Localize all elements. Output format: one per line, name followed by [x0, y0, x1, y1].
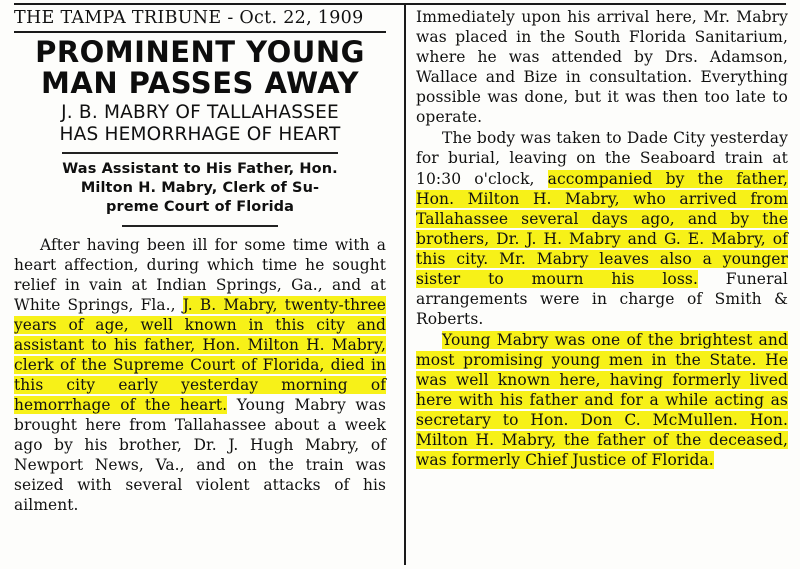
- left-column-body: [14, 235, 386, 515]
- deck-rule-top: [62, 152, 337, 154]
- paragraph-text: After having been ill for some time with a heart affection, during which time he sought relief in vain at Indian Springs, Ga., and at White Springs, Fla.,: [14, 235, 386, 314]
- paragraph-text: The body was taken to Dade City yesterday for burial, leaving on the Seaboard train at 10:30 o'clock,: [416, 129, 788, 188]
- column-divider-rule: [404, 4, 406, 565]
- subheadline-line-2: HAS HEMORRHAGE OF HEART: [59, 124, 341, 146]
- paragraph-text: Funeral arrangements were in charge of Smith & Roberts.: [416, 269, 788, 328]
- article-paragraph: [416, 128, 788, 329]
- highlighted-text: J. B. Mabry, twenty-three years of age, well known in this city and assistant to his father, Hon. Milton H. Mabry, clerk of the Supreme Court of Florida, died in this city early yesterday morning of hemorrhage of the heart.: [14, 295, 387, 414]
- deck-rule-bottom: [122, 225, 278, 227]
- subheadline: [14, 102, 386, 146]
- top-rule: [14, 3, 786, 5]
- deck-line-2: Milton H. Mabry, Clerk of Su-: [80, 179, 320, 196]
- subheadline-line-1: J. B. MABRY OF TALLAHASSEE: [61, 102, 339, 124]
- left-column: [14, 7, 400, 565]
- masthead-rule: [14, 31, 386, 33]
- page-title: [14, 37, 386, 98]
- deck-line-3: preme Court of Florida: [105, 198, 295, 215]
- article-paragraph: [416, 330, 788, 470]
- paragraph-text: Immediately upon his arrival here, Mr. Mabry was placed in the South Florida Sanitarium, where he was attended by Drs. Adamson, Wallace and Bize in consultation. Everything possible was done, but it was then too late to operate.: [416, 8, 788, 127]
- deck-line-1: Was Assistant to His Father, Hon.: [62, 160, 338, 177]
- highlighted-text: accompanied by the father, Hon. Milton H. Mabry, who arrived from Tallahassee several days ago, and by the brothers, Dr. J. H. Mabry and G. E. Mabry, of this city. Mr. Mabry leaves also a younger sister to mourn his loss.: [416, 169, 788, 288]
- masthead: THE TAMPA TRIBUNE - Oct. 22, 1909: [14, 8, 364, 28]
- article-paragraph: [14, 235, 386, 515]
- paragraph-text: Young Mabry was brought here from Tallahassee about a week ago by his brother, Dr. J. Hugh Mabry, of Newport News, Va., and on the train was seized with several violent attacks of his ailment.: [14, 395, 386, 514]
- article-paragraph: [416, 7, 788, 127]
- right-column: [400, 7, 788, 565]
- deck-heading: [14, 160, 386, 217]
- headline-line-2: MAN PASSES AWAY: [41, 65, 359, 100]
- highlighted-text: Young Mabry was one of the brightest and most promising young men in the State. He was well known here, having formerly lived here with his father and for a while acting as secretary to Hon. Don C. McMullen. Hon. Milton H. Mabry, the father of the deceased, was formerly Chief Justice of Florida.: [416, 331, 788, 470]
- headline-line-1: PROMINENT YOUNG: [35, 35, 365, 69]
- right-column-body: [416, 7, 788, 470]
